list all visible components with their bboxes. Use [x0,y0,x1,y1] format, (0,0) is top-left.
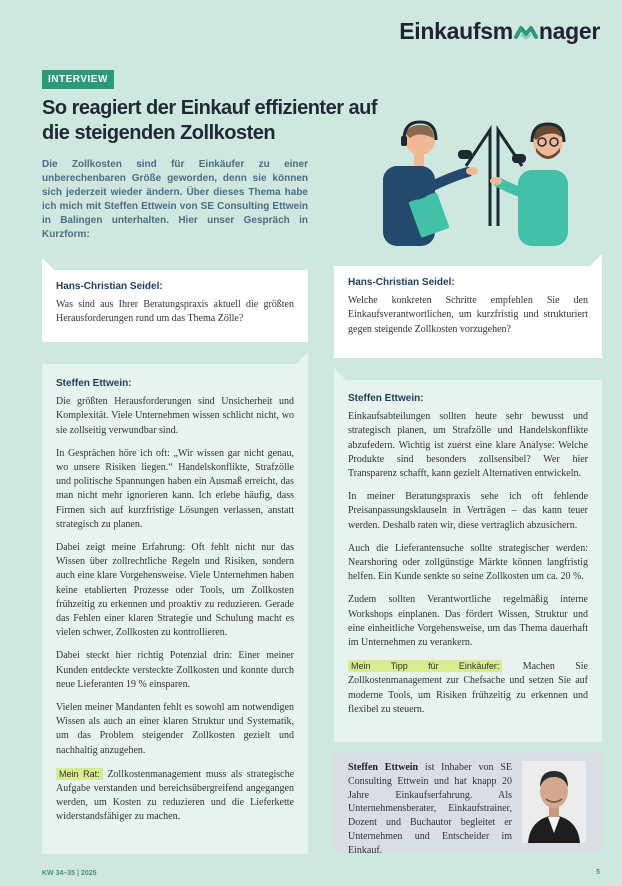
author-portrait [522,761,586,843]
speaker-name: Steffen Ettwein: [56,378,132,389]
answer-paragraph: Einkaufsabteilungen sollten heute sehr bewusst und strategisch planen, um Strafzölle und Handelskonflikte abzufedern. Wichtig ist zuerst eine klare Analyse: Welche Produkte sind besonders zollsensibel? Wer hier Transparenz schafft, kann gezielt Alternativen entwickeln. [348,411,588,480]
tip-label: Mein Tipp für Einkäufer: [348,660,502,672]
handshake-icon [514,23,538,43]
interview-illustration [368,118,568,246]
intro-text: Die Zollkosten sind für Einkäufer zu einer unberechenbaren Größe geworden, denn sie können sich jederzeit wieder ändern. Über dieses Thema habe ich mich mit Steffen Ettwein von SE Consulting Ettwein in Balingen unterhalten. Hier unser Gespräch in Kurzform: [42,159,308,240]
answer-box-2 [334,380,602,742]
question-text: Welche konkreten Schritte empfehlen Sie den Einkaufsverantwortlichen, um kurzfristig und strukturiert gegen steigende Zollkosten vorzugehen? [348,295,588,335]
page-number: 5 [596,869,600,876]
answer-paragraph: Dabei zeigt meine Erfahrung: Oft fehlt nicht nur das Wissen über zollrechtliche Regeln und Risiken, sondern auch eine klare Vorgehensweise. Viele Unternehmen haben keine etablierten Prozesse oder Tools, um Zollkosten frühzeitig zu erkennen und proaktiv zu reduzieren. Gerade das Fehlen einer klaren Strategie und Schulung macht es vielen schwer, Zollkosten zu kontrollieren. [56,542,294,639]
answer-paragraph: Auch die Lieferantensuche sollte strategischer werden: Nearshoring oder zollgünstige Märkte können langfristig helfen. Ein Kunde senkte so seine Zollkosten um ca. 20 %. [348,542,588,583]
answer-paragraph: Zudem sollten Verantwortliche regelmäßig interne Workshops einplanen. Das fördert Wissen, Struktur und eine einheitliche Vorgehensweise, um das Thema dauerhaft im Unternehmen zu verankern. [348,594,588,649]
advice-paragraph [56,767,294,825]
issue-info: KW 34–35 | 2025 [42,870,97,877]
bio-text: Steffen Ettwein ist Inhaber von SE Consulting Ettwein und hat knapp 20 Jahre Einkaufserfahrung. Als Unternehmensberater, Einkaufstrainer, Dozent und Buchautor begleitet er Unternehmen und Entscheider im Einkauf. [348,762,512,856]
tip-text: Machen Sie Zollkostenmanagement zur Chefsache und setzen Sie auf moderne Tools, um Risiken frühzeitig zu erkennen und flexibel zu steuern. [348,661,588,715]
speaker-name: Hans-Christian Seidel: [348,277,455,288]
category-tag: INTERVIEW [42,70,114,89]
answer-paragraph: Dabei steckt hier richtig Potenzial drin: Einer meiner Kunden entdeckte versteckte Zollkosten und konnte durch neue Lieferanten 19 % einsparen. [56,650,294,690]
answer-paragraph: Die größten Herausforderungen sind Unsicherheit und Komplexität. Viele Unternehmen wissen schlicht nicht, wo sie zollseitig verwundbar sind. [56,396,294,436]
question-box-2 [334,266,602,358]
advice-text: Zollkostenmanagement muss als strategische Aufgabe verstanden und bereichsübergreifend angegangen werden, um Kosten zu reduzieren und die Lieferkette widerstandsfähiger zu machen. [56,768,295,823]
answer-box-1 [42,364,308,854]
answer-paragraph: In Gesprächen höre ich oft: „Wir wissen gar nicht genau, wo unsere Risiken liegen.“ Handelskonflikte, Strafzölle und politische Spannungen haben ein Ausmaß erreicht, das man nicht mehr ignorieren kann. Ich erlebe häufig, dass Firmen sich auf kurzfristige Lösungen verlassen, anstatt strategisch zu planen. [56,447,294,530]
logo: Einkaufsm nager [399,18,600,44]
guest-figure [490,124,568,246]
page-title: So reagiert der Einkauf effizienter auf die steigenden Zollkosten [42,97,378,144]
question-text: Was sind aus Ihrer Beratungspraxis aktuell die größten Herausforderungen rund um das Thema Zölle? [56,299,294,325]
tip-paragraph [348,659,588,717]
advice-label: Mein Rat: [56,768,103,780]
interviewer-figure [383,122,478,246]
microphone-stands [458,130,526,226]
answer-paragraph: Vielen meiner Mandanten fehlt es sowohl am notwendigen Wissen als auch an einer klaren Struktur und Systematik, um das Problem steigender Zollkosten gezielt und nachhaltig anzugehen. [56,702,294,756]
answer-paragraph: In meiner Beratungspraxis sehe ich oft fehlende Preisanpassungsklauseln in Verträgen – das kann teuer werden. Deshalb raten wir, diese vertraglich abzusichern. [348,491,588,531]
question-box-1 [42,270,308,342]
bio-name: Steffen Ettwein [348,762,419,773]
author-bio [334,752,602,856]
speaker-name: Hans-Christian Seidel: [56,281,163,292]
speaker-name: Steffen Ettwein: [348,393,424,404]
